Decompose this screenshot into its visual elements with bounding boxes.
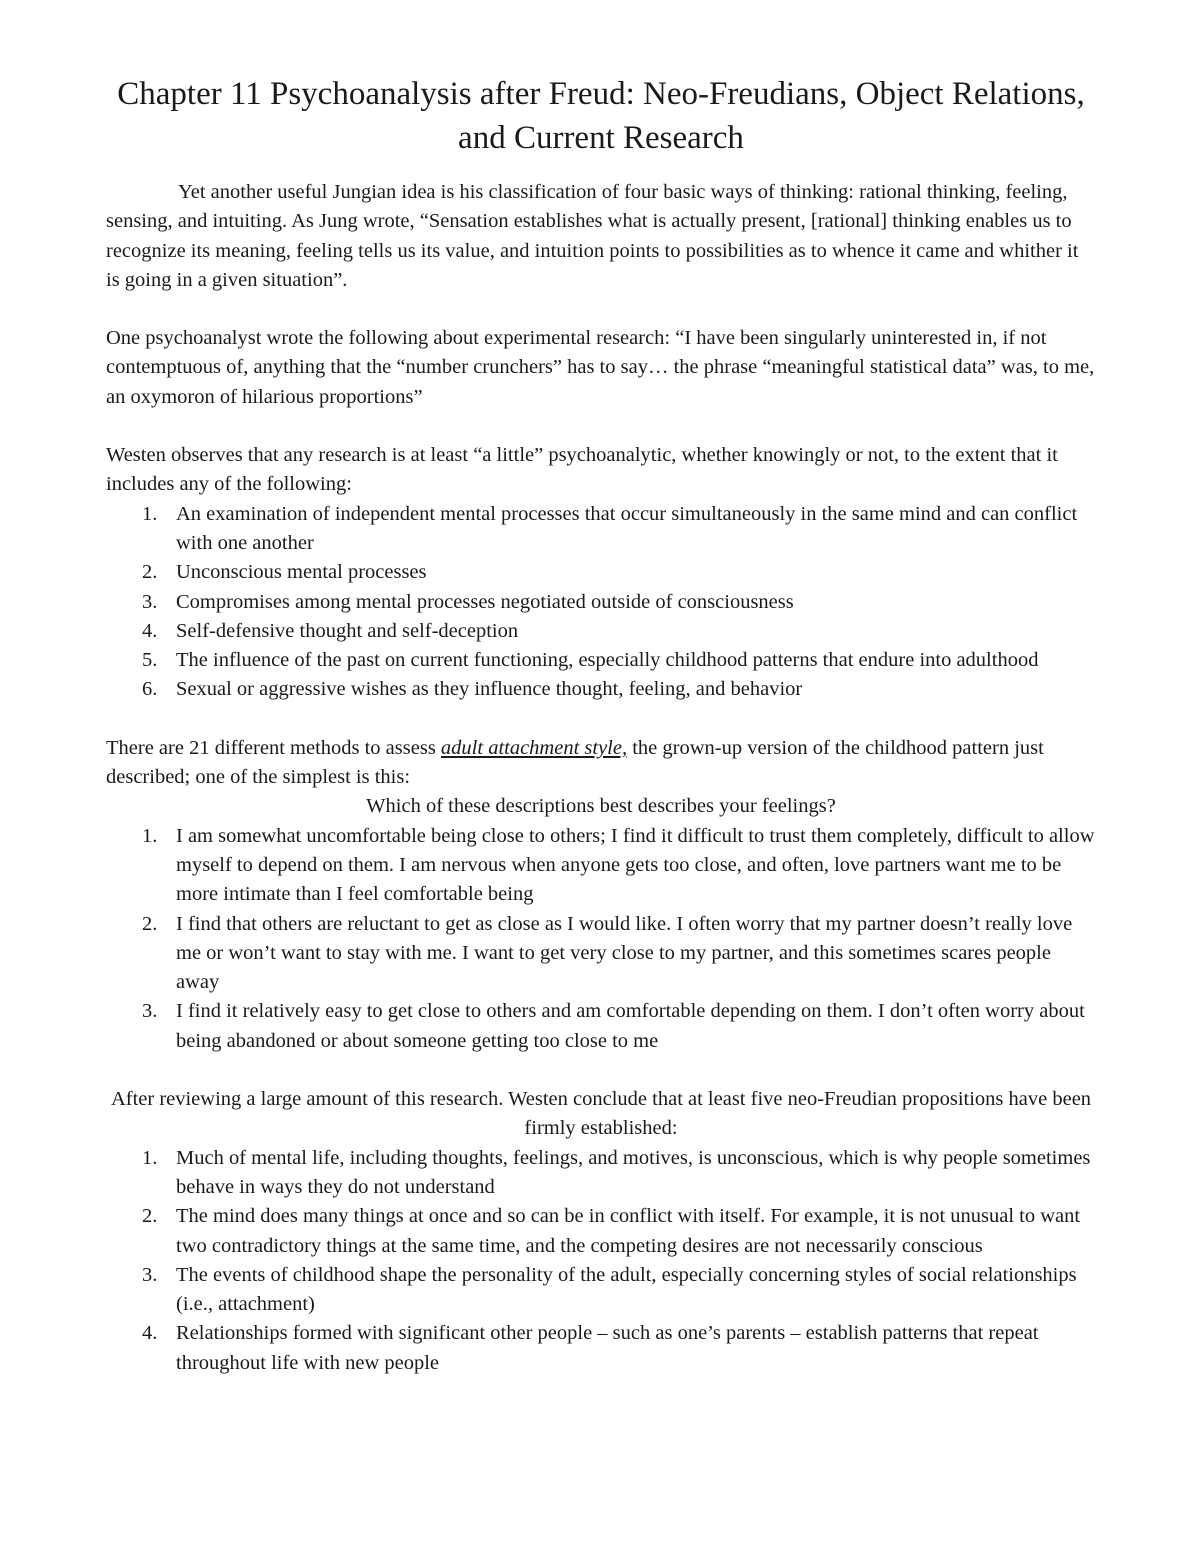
list-text: The influence of the past on current functioning, especially childhood patterns that endure into adulthood: [176, 649, 1039, 672]
list-item: [106, 500, 1096, 559]
list-item: [106, 675, 1096, 704]
list-item: [106, 1202, 1096, 1261]
list-item: [106, 558, 1096, 587]
list-text: I find that others are reluctant to get as close as I would like. I often worry that my partner doesn’t really love me or won’t want to stay with me. I want to get very close to my partner, and this sometimes scares people away: [176, 912, 1073, 994]
list-number: 2.: [142, 912, 158, 935]
list-item: [106, 997, 1096, 1056]
list-text: Relationships formed with significant other people – such as one’s parents – establish patterns that repeat throughout life with new people: [176, 1322, 1039, 1374]
list-number: 6.: [142, 678, 158, 701]
list-number: 1.: [142, 502, 158, 525]
list-text: Much of mental life, including thoughts, feelings, and motives, is unconscious, which is why people sometimes behave in ways they do not understand: [176, 1146, 1091, 1198]
list-item: [106, 1261, 1096, 1320]
list-item: [106, 822, 1096, 910]
paragraph-westen-observes: Westen observes that any research is at least “a little” psychoanalytic, whether knowingly or not, to the extent that it includes any of the following:: [106, 444, 1058, 496]
list-number: 4.: [142, 1322, 158, 1345]
attachment-question: Which of these descriptions best describes your feelings?: [366, 795, 836, 818]
list-number: 5.: [142, 649, 158, 672]
list-text: An examination of independent mental processes that occur simultaneously in the same mind and can conflict with one another: [176, 502, 1078, 554]
attachment-text-after: the grown-up version of the childhood pattern just described; one of the simplest is this:: [106, 736, 1044, 789]
list-item: [106, 1144, 1096, 1203]
attachment-text-before: There are 21 different methods to assess: [106, 736, 441, 759]
paragraph-attachment-methods: [106, 734, 1096, 793]
list-text: The mind does many things at once and so can be in conflict with itself. For example, it is not unusual to want two contradictory things at the same time, and the competing desires are not necessarily conscious: [176, 1205, 1081, 1257]
list-item: [106, 1319, 1096, 1378]
list-text: The events of childhood shape the personality of the adult, especially concerning styles of social relationships (i.e., attachment): [176, 1263, 1077, 1316]
list-number: 4.: [142, 619, 158, 642]
page-title: Chapter 11 Psychoanalysis after Freud: Neo-Freudians, Object Relations, and Current Research: [117, 76, 1085, 156]
list-text: I am somewhat uncomfortable being close to others; I find it difficult to trust them completely, difficult to allow myself to depend on them. I am nervous when anyone gets too close, and often, love partners want me to be more intimate than I feel comfortable being: [176, 824, 1095, 906]
paragraph-westen-conclusions: After reviewing a large amount of this research. Westen conclude that at least five neo-Freudian propositions have been firmly established:: [110, 1088, 1092, 1140]
list-item: [106, 588, 1096, 617]
list-item: [106, 617, 1096, 646]
list-text: Self-defensive thought and self-deception: [176, 619, 519, 642]
list-text: Compromises among mental processes negotiated outside of consciousness: [176, 590, 794, 613]
list-number: 3.: [142, 1263, 158, 1286]
list-number: 2.: [142, 1205, 158, 1228]
list-psychoanalytic-criteria: [106, 500, 1096, 705]
paragraph-psychoanalyst-quote: One psychoanalyst wrote the following about experimental research: “I have been singularly uninterested in, if not contemptuous of, anything that the “number crunchers” has to say… the phrase “meaningful statistical data” was, to me, an oxymoron of hilarious proportions”: [106, 327, 1095, 408]
list-item: [106, 910, 1096, 998]
list-number: 1.: [142, 824, 158, 847]
list-number: 1.: [142, 1146, 158, 1169]
attachment-emphasis: adult attachment style,: [440, 736, 628, 759]
list-text: I find it relatively easy to get close to others and am comfortable depending on them. I don’t often worry about being abandoned or about someone getting too close to me: [176, 1000, 1085, 1052]
list-number: 3.: [142, 590, 158, 613]
list-attachment-descriptions: [106, 822, 1096, 1056]
list-text: Sexual or aggressive wishes as they influence thought, feeling, and behavior: [176, 678, 803, 701]
document-page: [106, 72, 1096, 1378]
list-text: Unconscious mental processes: [176, 561, 427, 584]
list-neo-freudian-propositions: [106, 1144, 1096, 1378]
list-item: [106, 646, 1096, 675]
list-number: 2.: [142, 561, 158, 584]
list-number: 3.: [142, 1000, 158, 1023]
paragraph-jung: Yet another useful Jungian idea is his classification of four basic ways of thinking: rational thinking, feeling, sensing, and intuiting. As Jung wrote, “Sensation establishes what is actually present, [rational] thinking enables us to recognize its meaning, feeling tells us its value, and intuition points to possibilities as to whence it came and whither it is going in a given situation”.: [106, 181, 1079, 291]
